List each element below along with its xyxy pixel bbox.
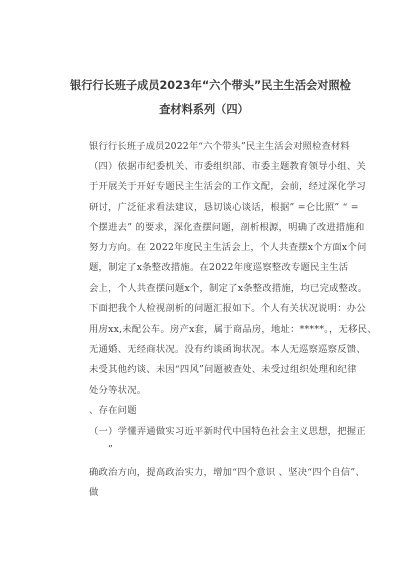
body-text-line: 于开展关于开好专题民主生活会的工作文配，会前，经过深化学习: [89, 181, 366, 192]
body-text-line: 用房xx,未配公车。房产x套，属于商品房，地址：*****。，无移民、: [89, 324, 377, 335]
body-text-line: 银行行长班子成员2022年“六个带头”民主生活会对照检查材料: [89, 141, 350, 152]
body-text-line: 努力方向。在 2022年度民主生活会上，个人共查摆x个方面x个问: [89, 242, 367, 253]
body-text-line: 下面把我个人检视剖析的问题汇报如下。个人有关状况说明：办公: [89, 303, 366, 314]
body-text-line: 会上，个人共查摆问题x个，制定了x条整改措施，均已完成整改。: [89, 283, 368, 294]
body-text-line: 处分等状况。: [89, 385, 147, 396]
body-text-line: 无通婚、无经商状况。没有约谈函询状况。本人无巡察巡察反馈、: [89, 344, 366, 355]
body-text-line: 确政治方向，提高政治实力，增加“四个意识 、坚决“四个自信”、: [89, 467, 365, 478]
body-text-line: 做: [89, 487, 99, 498]
document-title-line-1: 银行行长班子成员2023年“六个带头”民主生活会对照检: [70, 79, 351, 92]
section-heading: 、存在问题: [89, 405, 137, 416]
body-text-line: 研讨，广泛征求看法建议，恳切谈心谈话，根据” =仑比照” “ =: [89, 202, 359, 213]
body-text-line: 未受其他约谈、未因“四风”问题被查处、未受过组织处理和纪律: [89, 364, 357, 375]
body-text-line: （四）依据市纪委机关、市委组织部、市委主题教育领导小组、关: [89, 161, 366, 172]
body-text-line: 个摆进去” 的要求，深化查摆问题，剖析根源，明确了改进措施和: [89, 222, 365, 233]
stray-quote-mark: ”: [108, 444, 114, 455]
document-title-line-2: 查材料系列（四）: [159, 103, 249, 116]
body-text-line: 题，制定了x条整改措施。在2022年度巡察整改专题民主生活: [89, 262, 349, 273]
subsection-heading: （一）学懂弄通做实习近平新时代中国特色社会主义思想，把握正: [89, 426, 366, 437]
